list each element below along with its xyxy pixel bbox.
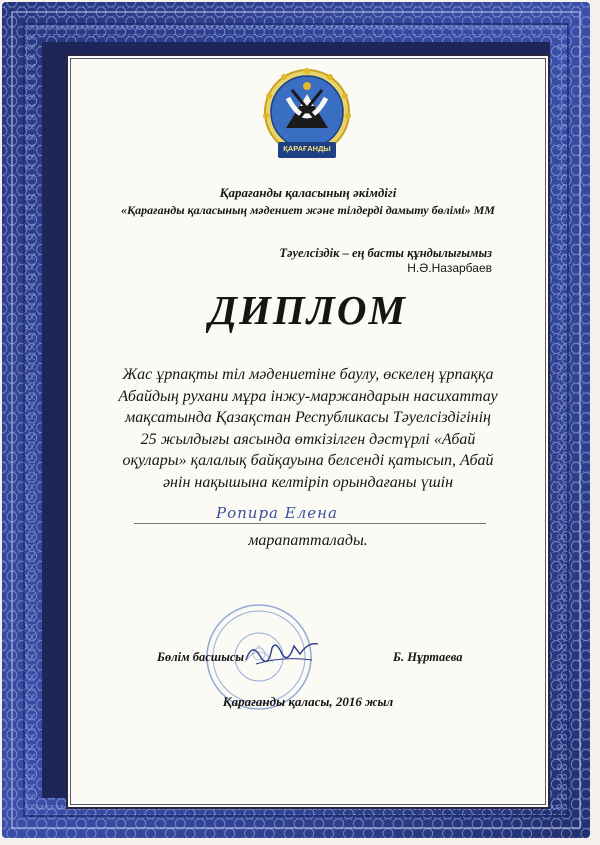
recipient-name: Ропира Елена xyxy=(216,504,338,522)
body-line: 25 жылдығы аясында өткізілген дәстүрлі «Абай xyxy=(140,430,476,448)
body-line: әнін нақышына келтіріп орындағаны үшін xyxy=(162,473,454,491)
epigraph-quote: Тәуелсіздік – ең басты құндылығымыз xyxy=(279,246,492,260)
body-line: оқулары» қалалық байқауына белсенді қатысып, Абай xyxy=(122,452,494,469)
body-line: мақсатында Қазақстан Республикасы Тәуелсіздігінің xyxy=(125,409,491,426)
body-line: Жас ұрпақты тіл мәдениетіне баулу, өскелең ұрпаққа xyxy=(122,366,494,383)
diploma-paper xyxy=(66,54,550,809)
diploma-title: ДИПЛОМ xyxy=(209,287,407,333)
epigraph-author: Н.Ә.Назарбаев xyxy=(407,261,492,275)
signature-name: Б. Нұртаева xyxy=(393,650,463,664)
organization-line-1: Қарағанды қаласының әкімдігі xyxy=(219,185,397,200)
body-line: Абайдың рухани мұра інжу-маржандарын насихаттау xyxy=(118,387,498,405)
emblem-city-label: ҚАРАҒАНДЫ xyxy=(283,144,331,153)
diploma-body xyxy=(88,364,528,493)
recipient-underline xyxy=(134,523,486,524)
signature-position: Бөлім басшысы xyxy=(157,650,245,664)
place-and-date: Қарағанды қаласы, 2016 жыл xyxy=(222,694,394,709)
awarded-text: марапатталады. xyxy=(248,532,368,549)
organization-line-2: «Қарағанды қаласының мәдениет және тілдерді дамыту бөлімі» ММ xyxy=(121,203,495,217)
signature-icon xyxy=(242,634,322,670)
